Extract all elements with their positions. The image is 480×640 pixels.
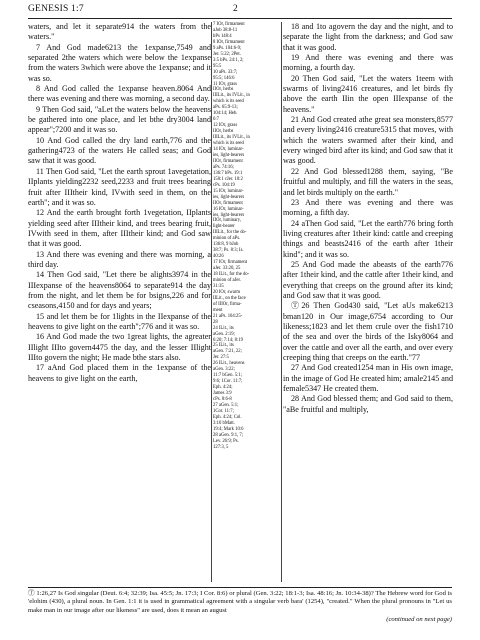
- cross-reference-note: 28: [213, 319, 218, 325]
- cross-reference-note: 104:14; Heb.: [213, 111, 238, 117]
- cross-reference-note: 10 aPs. 33:7;: [213, 69, 238, 75]
- verse-paragraph: 18 and 1to agovern the day and the night, and to separate the light from the darkness; and God saw that it was good.: [283, 22, 453, 52]
- cross-reference-note: 20 IOr, swarm: [213, 289, 241, 295]
- cross-reference-note: Jer. 27:5: [213, 355, 229, 361]
- verse-paragraph: Ⓣ26 Then God430 said, "Let aUs make6213 bman120 in Our image,6754 according to Our likeness;1823 and let them crule over the fish1710 of the sea and over the birds of the Isky8064 and over the cattle and over all the earth, and over every creeping thing that creeps on the earth."77: [283, 301, 453, 362]
- cross-reference-note: IIOr, herbs: [213, 129, 234, 135]
- header-rule: [28, 18, 452, 19]
- cross-reference-note: cPs. 104:19: [213, 182, 235, 188]
- cross-reference-note: 95:5; 146:6: [213, 75, 235, 81]
- cross-reference-note: IIILit., its IVLit., in: [213, 135, 250, 141]
- verse-paragraph: 7 And God made6213 the 1expanse,7549 and separated 2the waters which were below the 1expanse from the waters 3which were above the 1expanse; and it was so.: [28, 42, 211, 83]
- cross-reference-note: IIOr, firmament: [213, 158, 243, 164]
- cross-reference-note: 21 aPs. 104:25-: [213, 313, 243, 319]
- cross-reference-note: 19:4; Mark 10:6: [213, 426, 244, 432]
- cross-reference-note: ies, light-bearers: [213, 212, 245, 218]
- cross-reference-note: Jer. 5:22; 2Pet.: [213, 51, 241, 57]
- cross-reference-note: 8 IOr, firmament: [213, 39, 245, 45]
- cross-reference-note: 7 IOr, firmament: [213, 22, 245, 27]
- cross-reference-note: 17 IOr, firmament: [213, 260, 248, 266]
- cross-reference-note: 14 IOr, luminar-: [213, 147, 244, 153]
- cross-reference-note: 1Cor. 11:7;: [213, 408, 234, 414]
- cross-reference-note: 150:1 cJer. 10:2: [213, 176, 243, 182]
- verse-paragraph: 22 And God blessed1288 them, saying, "Be fruitful and multiply, and fill the waters in the seas, and let birds multiply on the earth.": [283, 166, 453, 197]
- cross-reference-note: 11 IOr, grass: [213, 81, 237, 87]
- left-text-column: [28, 22, 211, 384]
- study-footnote: [28, 590, 452, 624]
- verse-paragraph: 13 And there was evening and there was morning, a third day.: [28, 249, 211, 269]
- cross-reference-note: 40:26: [213, 254, 224, 260]
- cross-reference-note: 12 IOr, grass: [213, 123, 238, 129]
- verse-paragraph: 17 aAnd God placed them in the 1expanse of the heavens to give light on the earth,: [28, 363, 211, 383]
- cross-reference-note: cPs. 8:6-8: [213, 397, 232, 403]
- cross-reference-note: 9:6; 1Cor. 11:7;: [213, 379, 243, 385]
- cross-reference-note: 3:5 bPs. 24:1, 2;: [213, 57, 244, 63]
- page-number: 2: [233, 4, 238, 14]
- verse-paragraph: 25 And God made the abeasts of the earth776 after 1their kind, and the cattle after 1their kind, and everything that creeps on the ground after its kind; and God saw that it was good.: [283, 259, 453, 300]
- verse-paragraph: 10 And God called the dry land earth,776 and the gathering4723 of the waters He called seas; and God saw that it was good.: [28, 135, 211, 166]
- cross-reference-note: IIILit., its IVLit., in: [213, 93, 250, 99]
- cross-reference-note: IIILit., for the do-: [213, 230, 247, 236]
- cross-reference-note: 26 ILit., heavens: [213, 361, 245, 367]
- cross-reference-note: 16 IOr, luminar-: [213, 206, 244, 212]
- cross-reference-note: minion of aJer.: [213, 277, 241, 283]
- cross-reference-note: of IIIOr, firma-: [213, 301, 242, 307]
- cross-reference-note: aPs. 65:9-13;: [213, 105, 238, 111]
- cross-reference-note: aJob 38:8-11: [213, 27, 238, 33]
- cross-reference-note: 136:8, 9 bJob: [213, 242, 239, 248]
- cross-reference-note: 9 aPs. 104:6-9;: [213, 45, 242, 51]
- continued-note: (continued on next page): [386, 615, 452, 623]
- cross-reference-note: 28 aGen. 9:1, 7;: [213, 432, 244, 438]
- cross-reference-note: 18 ILit., for the do-: [213, 272, 250, 278]
- verse-paragraph: 12 And the earth brought forth 1vegetation, IIplants yielding seed after IIItheir kind, and trees bearing fruit, IVwith seed in them, after IIItheir kind; and God saw that it was good.: [28, 208, 211, 249]
- verse-paragraph: 24 aThen God said, "Let the earth776 bring forth living creatures after 1their kind: cattle and creeping things and beasts2416 of the earth after 1their kind"; and it was so.: [283, 218, 453, 259]
- cross-reference-note: Eph. 4:24;: [213, 385, 233, 391]
- verse-paragraph: 20 Then God said, "Let the waters 1teem with swarms of living2416 creatures, and let birds fly above the earth IIin the open IIIexpanse of the heavens.": [283, 73, 453, 114]
- cross-reference-note: Lev. 26:9; Ps.: [213, 438, 239, 444]
- cross-reference-note: 24 ILit., its: [213, 325, 234, 331]
- right-text-column: [283, 22, 453, 415]
- cross-reference-note: 31:35: [213, 283, 224, 289]
- cross-reference-note: 11:7 bGen. 5:1;: [213, 373, 243, 379]
- cross-reference-note: 6:20; 7:14; 8:19: [213, 337, 243, 343]
- cross-reference-note: which is its seed: [213, 99, 244, 105]
- cross-reference-note: IIOr, firmament: [213, 200, 243, 206]
- cross-reference-note: James 3:9: [213, 391, 232, 397]
- cross-reference-note: 38:7; Ps. 8:3; Is.: [213, 248, 244, 254]
- verse-paragraph: waters, and let it separate914 the waters from the waters.": [28, 22, 211, 42]
- verse-paragraph: 11 Then God said, "Let the earth sprout 1avegetation, IIplants yielding2232 seed,2233 and fruit trees bearing fruit after IIItheir kind, IVwith seed in them, on the earth"; and it was so.: [28, 166, 211, 207]
- chapter-verse-reference: GENESIS 1:7: [28, 4, 84, 14]
- verse-paragraph: 21 And God created athe great sea monsters,8577 and every living2416 creature5315 that moves, with which the waters swarmed after their kind, and every winged bird after its kind; and God saw that it was good.: [283, 115, 453, 166]
- verse-paragraph: 16 And God made the two 1great lights, the agreater IIlight IIIto govern4475 the day, and the lesser IIlight IIIto govern the night; He made bthe stars also.: [28, 332, 211, 362]
- cross-reference-note: IILit., on the face: [213, 295, 246, 301]
- cross-reference-note: bPs 148:4: [213, 33, 232, 39]
- cross-reference-note: 27 aGen. 5:1;: [213, 403, 239, 408]
- verse-paragraph: 8 And God called the 1expanse heaven.8064 And there was evening and there was morning, a second day.: [28, 84, 211, 104]
- verse-paragraph: 15 and let them be for 1lights in the IIexpanse of the heavens to give light on the earth";776 and it was so.: [28, 311, 211, 331]
- cross-reference-note: 95:5: [213, 63, 222, 69]
- cross-reference-note: aGen. 2:19;: [213, 331, 235, 337]
- verse-paragraph: 9 Then God said, "aLet the waters below the heavens be gathered into one place, and let bthe dry3004 land appear";7200 and it was so.: [28, 104, 211, 135]
- page-header: [28, 4, 452, 18]
- footnote-rule: [28, 587, 452, 588]
- verse-paragraph: 14 Then God said, "Let there be alights3974 in the IIIexpanse of the heavens8064 to separate914 the day from the night, and let them be for bsigns,226 and for cseasons,4150 and for days and years;: [28, 270, 211, 311]
- cross-reference-column: [213, 22, 281, 451]
- verse-paragraph: 28 And God blessed them; and God said to them, "aBe fruitful and multiply,: [283, 394, 453, 414]
- verse-paragraph: 27 And God created1254 man in His own image, in the image of God He created him; amale2145 and female5347 He created them.: [283, 363, 453, 394]
- cross-reference-note: 136:7 bPs. 19:1: [213, 170, 243, 176]
- cross-reference-note: 25 ILit., its: [213, 343, 234, 349]
- cross-reference-note: which is its seed: [213, 141, 244, 147]
- footnote-text: Ⓣ 1:26,27 Is God singular (Deut. 6:4; 32:39; Isa. 45:5; Jn. 17:3; I Cor. 8:6) or plural (Gen. 3:22; 18:1-3; Isa. 48:16; Jn. 10:34-38)? The Hebrew word for God is 'elohim (430), a plural noun. In Gen. 1:1 it is used in grammatical agreement with a singular verb bara' (1254), "created." When the plural pronouns in "Let us make man in our image after our likeness" are used, does it mean an august: [28, 590, 452, 614]
- cross-reference-note: Eph. 4:24; Col.: [213, 414, 242, 420]
- cross-reference-note: IIOr, herbs: [213, 87, 234, 93]
- column-divider: [211, 22, 212, 582]
- cross-reference-note: aGen. 3:22;: [213, 367, 235, 373]
- verse-paragraph: 23 And there was evening and there was morning, a fifth day.: [283, 197, 453, 218]
- cross-reference-note: 6:7: [213, 117, 219, 123]
- cross-reference-note: ment: [213, 307, 223, 313]
- cross-reference-note: minion of aPs.: [213, 236, 241, 242]
- verse-paragraph: 19 And there was evening and there was morning, a fourth day.: [283, 53, 453, 73]
- cross-reference-note: aPs. 74:16;: [213, 164, 234, 170]
- cross-reference-note: 3:10 bMatt.: [213, 420, 235, 426]
- cross-reference-note: ies, light-bearers: [213, 194, 245, 200]
- cross-reference-note: IIOr, luminary,: [213, 218, 242, 224]
- cross-reference-note: 127:3, 5: [213, 444, 229, 450]
- column-divider: [281, 22, 282, 582]
- cross-reference-note: aGen. 7:21, 22;: [213, 349, 242, 355]
- cross-reference-note: aJer. 33:20, 25: [213, 266, 241, 272]
- cross-reference-note: 15 IOr, luminar-: [213, 188, 244, 194]
- cross-reference-note: ies, light-bearers: [213, 152, 245, 158]
- cross-reference-note: light-bearer: [213, 224, 235, 230]
